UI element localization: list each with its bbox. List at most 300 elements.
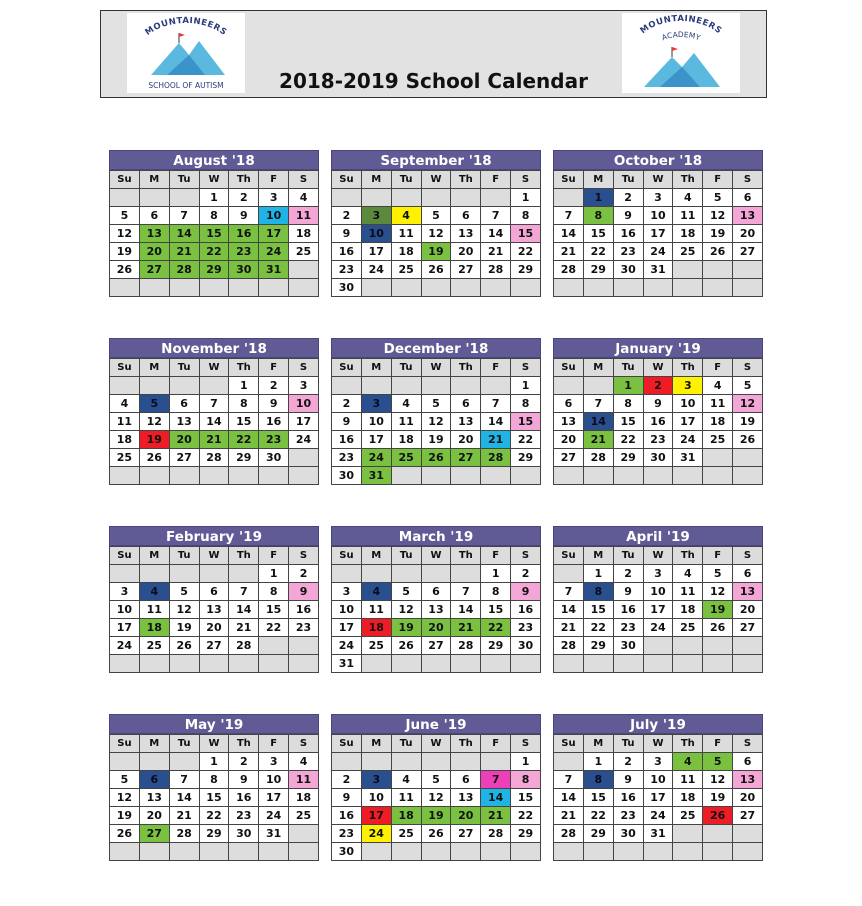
day-cell: 9	[229, 771, 259, 789]
empty-cell	[643, 843, 673, 861]
empty-cell	[554, 655, 584, 673]
day-cell: 23	[229, 807, 259, 825]
weekday-header: W	[199, 547, 229, 565]
weekday-header: F	[481, 171, 511, 189]
day-cell: 16	[332, 807, 362, 825]
day-cell: 1	[229, 377, 259, 395]
day-cell: 20	[451, 243, 481, 261]
day-cell: 5	[421, 395, 451, 413]
empty-cell	[673, 637, 703, 655]
day-cell: 29	[199, 825, 229, 843]
day-cell: 30	[511, 637, 541, 655]
day-cell: 1	[583, 753, 613, 771]
week-row	[554, 583, 763, 601]
day-cell: 23	[289, 619, 319, 637]
weekday-header: Th	[229, 547, 259, 565]
weekday-header: W	[643, 735, 673, 753]
day-cell: 1	[511, 377, 541, 395]
week-row	[554, 261, 763, 279]
empty-cell	[451, 565, 481, 583]
day-cell: 5	[110, 207, 140, 225]
weekday-header: F	[259, 547, 289, 565]
weekday-header: S	[511, 547, 541, 565]
day-cell: 4	[110, 395, 140, 413]
empty-cell	[481, 377, 511, 395]
weekday-header: M	[361, 735, 391, 753]
day-cell: 7	[554, 207, 584, 225]
day-cell: 13	[451, 225, 481, 243]
day-cell: 18	[703, 413, 733, 431]
day-cell: 16	[229, 225, 259, 243]
empty-cell	[733, 261, 763, 279]
day-cell: 8	[511, 395, 541, 413]
day-cell: 15	[583, 225, 613, 243]
empty-cell	[110, 189, 140, 207]
weekday-header: Th	[673, 171, 703, 189]
day-cell: 19	[703, 225, 733, 243]
day-cell: 11	[289, 207, 319, 225]
empty-cell	[110, 279, 140, 297]
weekday-header: Su	[554, 171, 584, 189]
day-cell: 17	[361, 243, 391, 261]
empty-cell	[554, 843, 584, 861]
month-calendar	[109, 714, 319, 861]
day-cell: 29	[511, 825, 541, 843]
day-cell: 18	[391, 807, 421, 825]
day-cell: 30	[643, 449, 673, 467]
empty-cell	[613, 467, 643, 485]
day-cell: 11	[110, 413, 140, 431]
weekday-header: F	[259, 359, 289, 377]
day-cell: 7	[481, 771, 511, 789]
day-cell: 23	[643, 431, 673, 449]
day-cell: 2	[332, 207, 362, 225]
empty-cell	[199, 467, 229, 485]
week-row	[110, 771, 319, 789]
day-cell: 12	[110, 789, 140, 807]
week-row	[554, 449, 763, 467]
day-cell: 18	[391, 431, 421, 449]
day-cell: 19	[169, 619, 199, 637]
day-cell: 31	[332, 655, 362, 673]
empty-cell	[289, 637, 319, 655]
day-cell: 31	[643, 261, 673, 279]
day-cell: 21	[229, 619, 259, 637]
weekday-header: Tu	[169, 735, 199, 753]
week-row	[110, 261, 319, 279]
weekday-header: Tu	[391, 735, 421, 753]
week-row	[554, 807, 763, 825]
week-row	[554, 395, 763, 413]
weekday-header: M	[139, 735, 169, 753]
month-calendar	[331, 338, 541, 485]
empty-cell	[259, 655, 289, 673]
weekday-header: Th	[451, 171, 481, 189]
day-cell: 8	[511, 771, 541, 789]
empty-cell	[481, 467, 511, 485]
weekday-header: Su	[332, 735, 362, 753]
empty-cell	[332, 189, 362, 207]
weekday-header: F	[481, 359, 511, 377]
week-row	[554, 753, 763, 771]
day-cell: 3	[643, 565, 673, 583]
day-cell: 11	[391, 789, 421, 807]
day-cell: 13	[199, 601, 229, 619]
day-cell: 6	[733, 753, 763, 771]
day-cell: 14	[229, 601, 259, 619]
month-title: September '18	[331, 150, 541, 170]
month-day-grid	[553, 358, 763, 485]
day-cell: 24	[643, 619, 673, 637]
day-cell: 3	[259, 753, 289, 771]
weekday-header: Su	[332, 547, 362, 565]
weekday-header: M	[139, 547, 169, 565]
weekday-header: Tu	[169, 171, 199, 189]
day-cell: 6	[451, 395, 481, 413]
day-cell: 28	[554, 825, 584, 843]
empty-cell	[289, 449, 319, 467]
day-cell: 14	[583, 413, 613, 431]
day-cell: 8	[583, 771, 613, 789]
day-cell: 8	[259, 583, 289, 601]
empty-cell	[421, 189, 451, 207]
logo-right-top-text: MOUNTAINEERS	[638, 13, 724, 37]
day-cell: 11	[673, 771, 703, 789]
day-cell: 20	[421, 619, 451, 637]
day-cell: 4	[673, 565, 703, 583]
week-row	[110, 189, 319, 207]
day-cell: 6	[451, 771, 481, 789]
empty-cell	[703, 825, 733, 843]
weekday-header: W	[421, 547, 451, 565]
weekday-header: S	[733, 547, 763, 565]
month-day-grid	[109, 358, 319, 485]
month-title: October '18	[553, 150, 763, 170]
empty-cell	[703, 261, 733, 279]
day-cell: 22	[199, 807, 229, 825]
day-cell: 13	[733, 771, 763, 789]
day-cell: 21	[169, 243, 199, 261]
day-cell: 13	[554, 413, 584, 431]
month-calendar	[331, 526, 541, 673]
empty-cell	[554, 753, 584, 771]
empty-cell	[199, 655, 229, 673]
day-cell: 8	[583, 583, 613, 601]
day-cell: 11	[703, 395, 733, 413]
day-cell: 20	[169, 431, 199, 449]
empty-cell	[169, 655, 199, 673]
empty-cell	[554, 279, 584, 297]
day-cell: 22	[259, 619, 289, 637]
day-cell: 20	[451, 431, 481, 449]
day-cell: 9	[289, 583, 319, 601]
day-cell: 2	[613, 189, 643, 207]
empty-cell	[703, 655, 733, 673]
day-cell: 26	[110, 261, 140, 279]
day-cell: 29	[199, 261, 229, 279]
empty-cell	[289, 825, 319, 843]
day-cell: 10	[643, 771, 673, 789]
month-day-grid	[553, 170, 763, 297]
weekday-header: Su	[554, 547, 584, 565]
day-cell: 27	[451, 261, 481, 279]
empty-cell	[583, 279, 613, 297]
week-row	[554, 279, 763, 297]
day-cell: 2	[613, 753, 643, 771]
empty-cell	[451, 843, 481, 861]
day-cell: 30	[332, 279, 362, 297]
empty-cell	[139, 467, 169, 485]
empty-cell	[199, 565, 229, 583]
weekday-header: Su	[110, 359, 140, 377]
weekday-header: S	[733, 359, 763, 377]
empty-cell	[361, 565, 391, 583]
day-cell: 22	[481, 619, 511, 637]
empty-cell	[332, 565, 362, 583]
empty-cell	[259, 637, 289, 655]
day-cell: 25	[289, 243, 319, 261]
empty-cell	[511, 279, 541, 297]
month-title: June '19	[331, 714, 541, 734]
day-cell: 4	[361, 583, 391, 601]
day-cell: 21	[554, 807, 584, 825]
day-cell: 8	[199, 771, 229, 789]
svg-text:MOUNTAINEERS	[144, 16, 229, 38]
day-cell: 20	[733, 601, 763, 619]
empty-cell	[583, 655, 613, 673]
week-row	[332, 655, 541, 673]
empty-cell	[169, 377, 199, 395]
day-cell: 20	[139, 807, 169, 825]
day-cell: 4	[673, 189, 703, 207]
day-cell: 6	[451, 207, 481, 225]
week-row	[332, 189, 541, 207]
weekday-header: Tu	[169, 547, 199, 565]
weekday-header: Tu	[613, 547, 643, 565]
day-cell: 20	[199, 619, 229, 637]
day-cell: 27	[421, 637, 451, 655]
week-row	[554, 843, 763, 861]
weekday-header: W	[643, 359, 673, 377]
month-calendar	[553, 526, 763, 673]
day-cell: 20	[733, 789, 763, 807]
empty-cell	[703, 467, 733, 485]
empty-cell	[199, 279, 229, 297]
day-cell: 22	[511, 807, 541, 825]
weekday-header: Th	[229, 171, 259, 189]
day-cell: 30	[613, 825, 643, 843]
day-cell: 19	[703, 789, 733, 807]
day-cell: 6	[169, 395, 199, 413]
weekday-header: F	[703, 359, 733, 377]
day-cell: 3	[332, 583, 362, 601]
week-row	[332, 279, 541, 297]
day-cell: 14	[554, 225, 584, 243]
day-cell: 14	[451, 601, 481, 619]
day-cell: 19	[391, 619, 421, 637]
day-cell: 16	[259, 413, 289, 431]
week-row	[554, 637, 763, 655]
day-cell: 25	[673, 807, 703, 825]
day-cell: 23	[332, 825, 362, 843]
weekday-header: S	[733, 735, 763, 753]
empty-cell	[169, 843, 199, 861]
week-row	[110, 565, 319, 583]
empty-cell	[421, 565, 451, 583]
week-row	[554, 601, 763, 619]
empty-cell	[139, 279, 169, 297]
day-cell: 4	[391, 771, 421, 789]
empty-cell	[733, 467, 763, 485]
day-cell: 24	[643, 243, 673, 261]
weekday-header: F	[703, 735, 733, 753]
weekday-header: S	[289, 171, 319, 189]
day-cell: 7	[481, 207, 511, 225]
day-cell: 10	[289, 395, 319, 413]
day-cell: 23	[613, 243, 643, 261]
day-cell: 30	[229, 825, 259, 843]
day-cell: 13	[139, 225, 169, 243]
day-cell: 28	[481, 825, 511, 843]
day-cell: 30	[229, 261, 259, 279]
day-cell: 17	[643, 601, 673, 619]
week-row	[110, 843, 319, 861]
empty-cell	[259, 467, 289, 485]
day-cell: 20	[733, 225, 763, 243]
weekday-header: Th	[673, 359, 703, 377]
day-cell: 23	[229, 243, 259, 261]
empty-cell	[643, 655, 673, 673]
week-row	[110, 207, 319, 225]
week-row	[332, 431, 541, 449]
empty-cell	[481, 843, 511, 861]
empty-cell	[361, 377, 391, 395]
logo-left-bottom-text: SCHOOL OF AUTISM	[148, 81, 224, 90]
page-title: 2018-2019 School Calendar	[279, 69, 588, 93]
day-cell: 26	[139, 449, 169, 467]
week-row	[332, 825, 541, 843]
day-cell: 29	[583, 637, 613, 655]
empty-cell	[421, 279, 451, 297]
day-cell: 19	[110, 243, 140, 261]
empty-cell	[259, 843, 289, 861]
empty-cell	[451, 753, 481, 771]
day-cell: 17	[673, 413, 703, 431]
day-cell: 22	[511, 431, 541, 449]
day-cell: 6	[733, 189, 763, 207]
empty-cell	[289, 655, 319, 673]
empty-cell	[733, 843, 763, 861]
empty-cell	[391, 467, 421, 485]
weekday-header: F	[481, 735, 511, 753]
day-cell: 15	[583, 601, 613, 619]
empty-cell	[673, 279, 703, 297]
empty-cell	[511, 467, 541, 485]
empty-cell	[554, 565, 584, 583]
day-cell: 23	[511, 619, 541, 637]
day-cell: 1	[481, 565, 511, 583]
day-cell: 30	[613, 261, 643, 279]
month-title: April '19	[553, 526, 763, 546]
week-row	[110, 789, 319, 807]
empty-cell	[703, 279, 733, 297]
day-cell: 21	[481, 807, 511, 825]
svg-text:ACADEMY	[660, 30, 702, 42]
day-cell: 25	[391, 825, 421, 843]
empty-cell	[229, 843, 259, 861]
day-cell: 5	[169, 583, 199, 601]
day-cell: 27	[451, 825, 481, 843]
day-cell: 10	[332, 601, 362, 619]
empty-cell	[391, 279, 421, 297]
day-cell: 17	[289, 413, 319, 431]
day-cell: 9	[332, 225, 362, 243]
day-cell: 2	[259, 377, 289, 395]
empty-cell	[289, 843, 319, 861]
week-row	[332, 619, 541, 637]
day-cell: 26	[703, 807, 733, 825]
empty-cell	[361, 655, 391, 673]
empty-cell	[229, 565, 259, 583]
day-cell: 22	[613, 431, 643, 449]
day-cell: 31	[673, 449, 703, 467]
day-cell: 4	[139, 583, 169, 601]
weekday-header: Th	[673, 735, 703, 753]
weekday-header: Tu	[391, 171, 421, 189]
day-cell: 25	[391, 449, 421, 467]
day-cell: 31	[259, 261, 289, 279]
day-cell: 9	[229, 207, 259, 225]
day-cell: 20	[554, 431, 584, 449]
empty-cell	[451, 279, 481, 297]
week-row	[332, 467, 541, 485]
day-cell: 24	[110, 637, 140, 655]
empty-cell	[673, 843, 703, 861]
day-cell: 30	[613, 637, 643, 655]
empty-cell	[169, 565, 199, 583]
day-cell: 27	[554, 449, 584, 467]
day-cell: 28	[199, 449, 229, 467]
day-cell: 13	[451, 789, 481, 807]
day-cell: 19	[421, 431, 451, 449]
day-cell: 24	[361, 825, 391, 843]
day-cell: 28	[554, 637, 584, 655]
empty-cell	[554, 377, 584, 395]
month-day-grid	[331, 734, 541, 861]
day-cell: 3	[259, 189, 289, 207]
empty-cell	[139, 565, 169, 583]
empty-cell	[361, 279, 391, 297]
day-cell: 16	[229, 789, 259, 807]
day-cell: 17	[110, 619, 140, 637]
day-cell: 9	[643, 395, 673, 413]
day-cell: 5	[421, 771, 451, 789]
day-cell: 19	[733, 413, 763, 431]
weekday-header: Su	[110, 547, 140, 565]
day-cell: 14	[481, 413, 511, 431]
empty-cell	[583, 377, 613, 395]
weekday-header: Su	[332, 359, 362, 377]
day-cell: 27	[139, 825, 169, 843]
week-row	[110, 449, 319, 467]
weekday-header: W	[421, 735, 451, 753]
week-row	[110, 279, 319, 297]
day-cell: 12	[139, 413, 169, 431]
empty-cell	[673, 655, 703, 673]
day-cell: 5	[391, 583, 421, 601]
empty-cell	[673, 467, 703, 485]
empty-cell	[733, 655, 763, 673]
